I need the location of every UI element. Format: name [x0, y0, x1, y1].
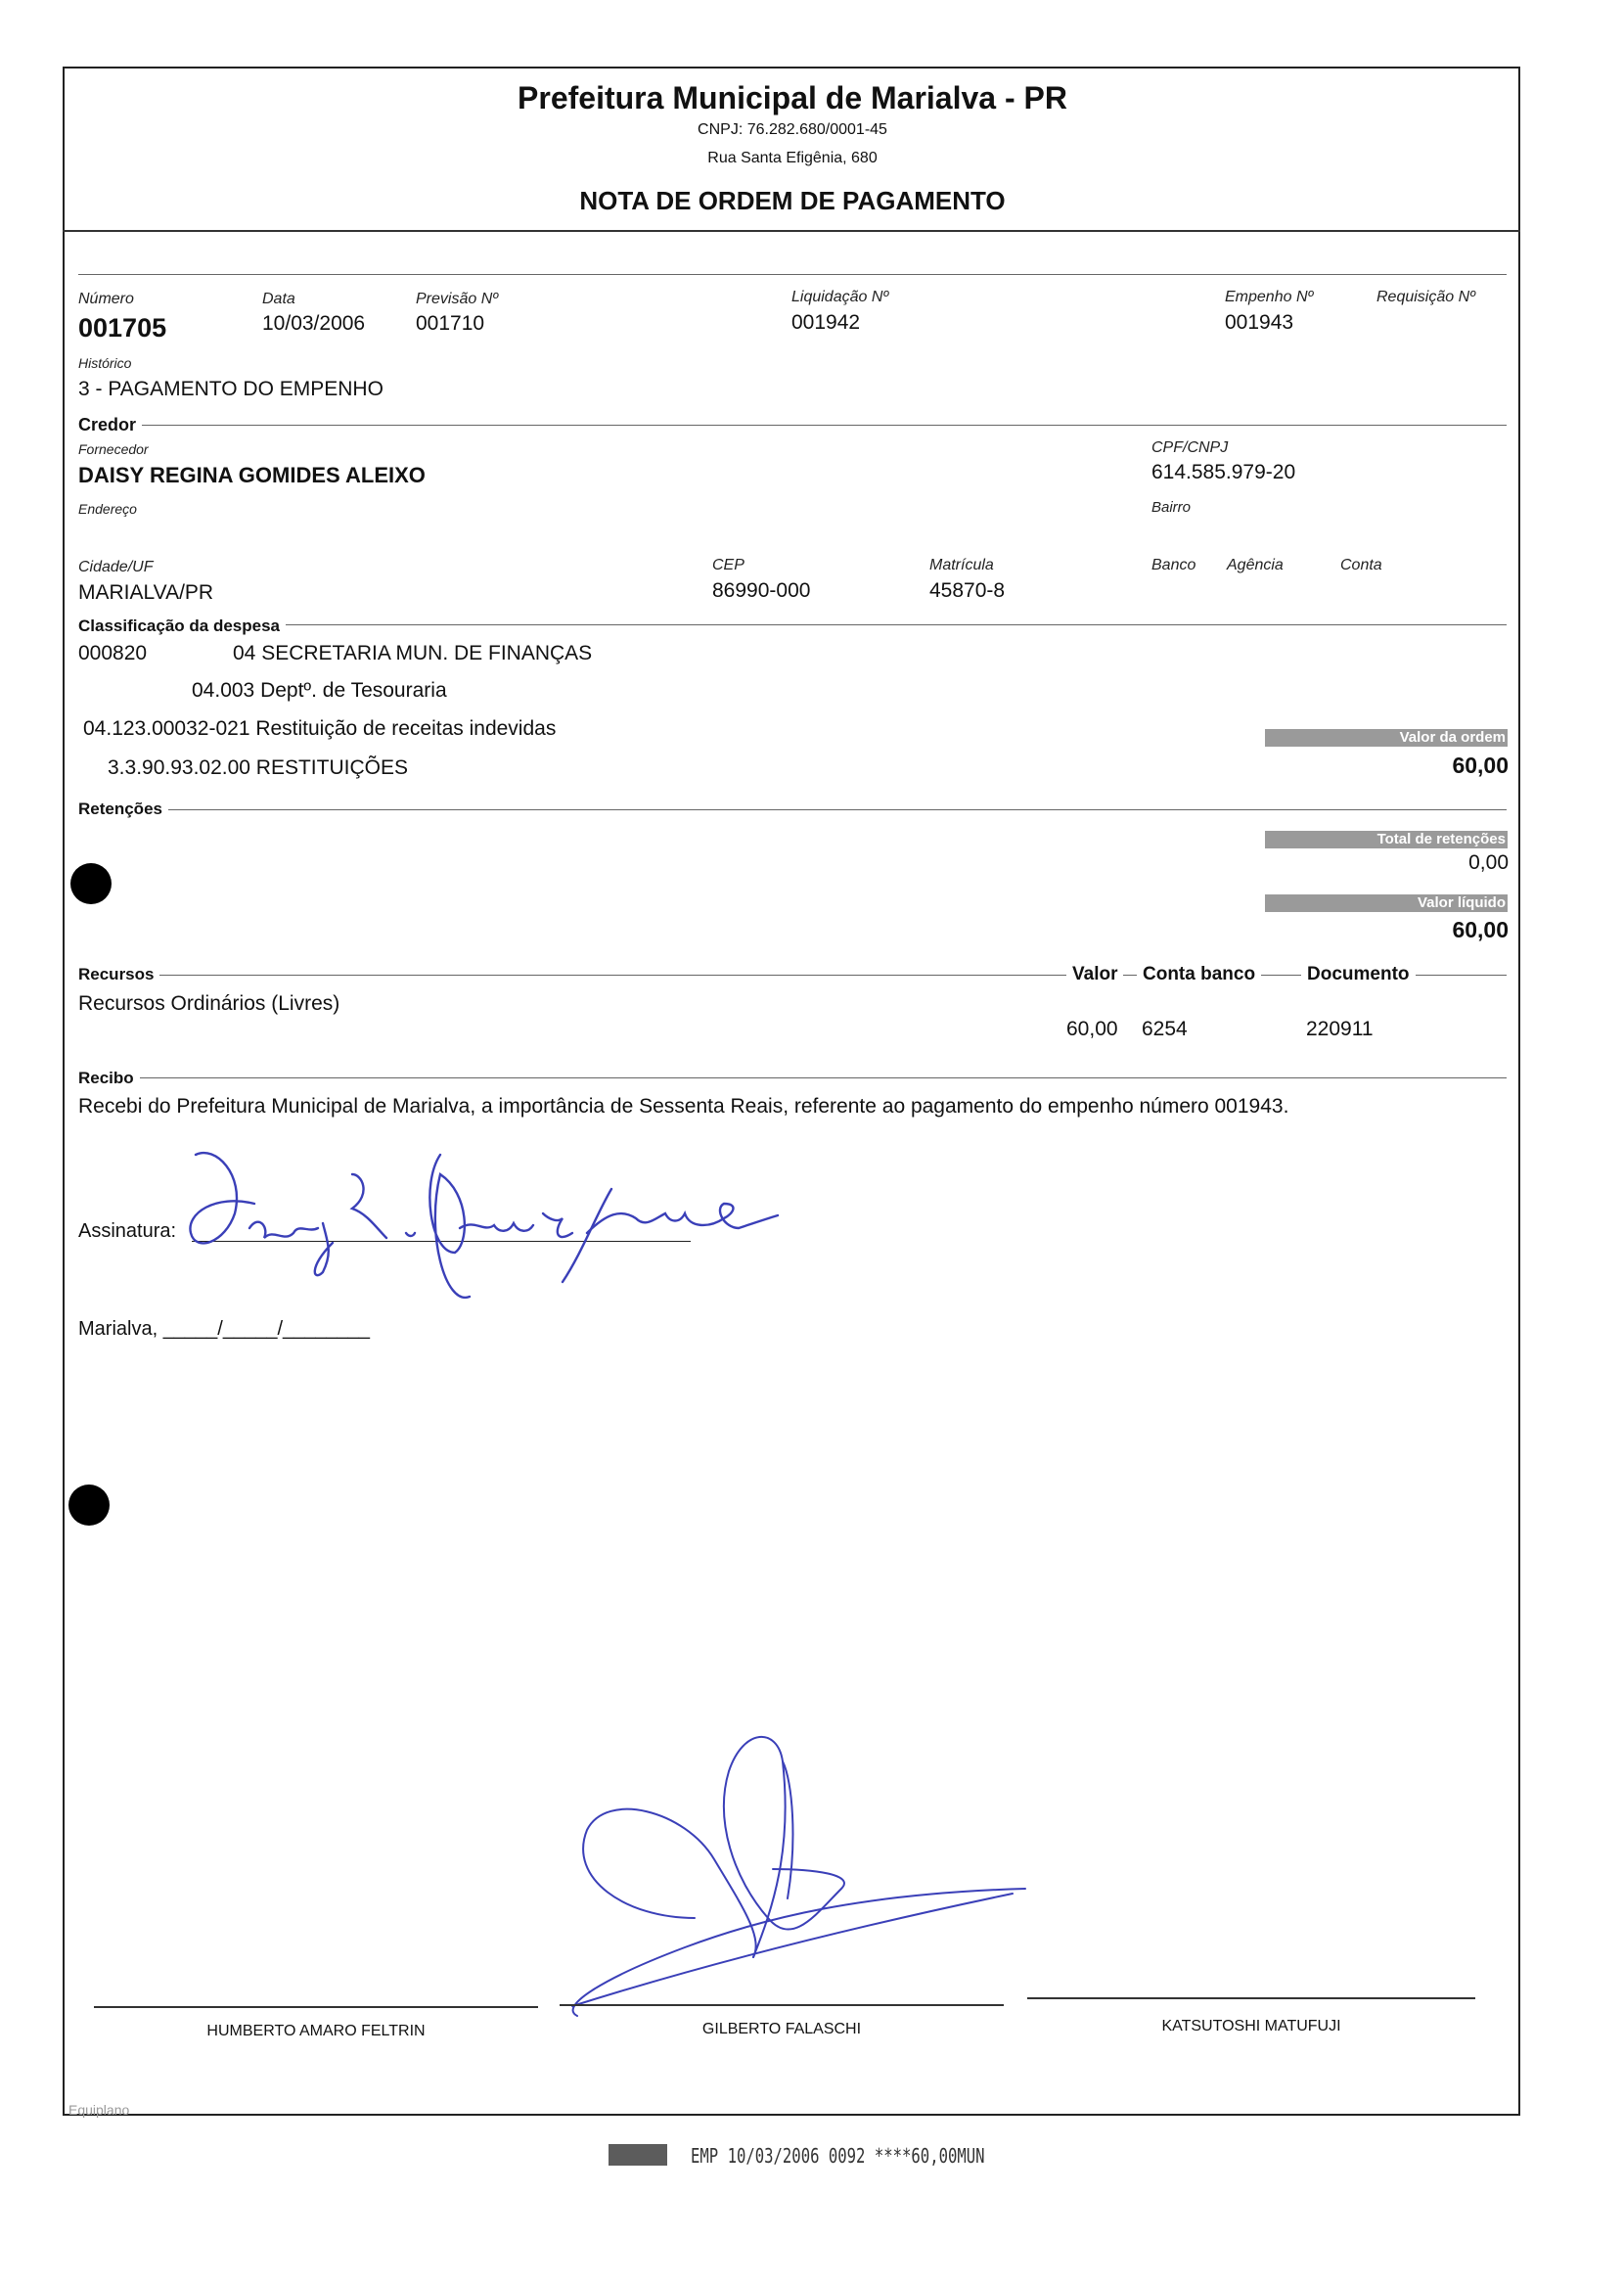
credor-rule: [78, 425, 1507, 426]
empenho-label: Empenho Nº: [1225, 289, 1314, 305]
matricula-label: Matrícula: [929, 557, 994, 573]
equiplano-brand: Equiplano: [68, 2102, 130, 2118]
cidade-label: Cidade/UF: [78, 559, 154, 575]
class-secretaria: 04 SECRETARIA MUN. DE FINANÇAS: [233, 642, 593, 664]
cpf-value: 614.585.979-20: [1151, 461, 1296, 483]
divider: [78, 274, 1507, 275]
signature-line: [94, 2006, 538, 2008]
classificacao-section-title: Classificação da despesa: [78, 617, 286, 636]
recursos-rule: [78, 975, 1507, 976]
cep-value: 86990-000: [712, 579, 811, 602]
cidade-value: MARIALVA/PR: [78, 581, 214, 604]
previsao-value: 001710: [416, 312, 485, 335]
recursos-conta: 6254: [1142, 1018, 1188, 1040]
recibo-text: Recebi do Prefeitura Municipal de Marialva, a importância de Sessenta Reais, referente ao pagamento do empenho número 001943.: [78, 1095, 1289, 1118]
total-retencoes-header: Total de retenções: [1265, 831, 1508, 848]
previsao-label: Previsão Nº: [416, 291, 499, 307]
recibo-section-title: Recibo: [78, 1069, 140, 1088]
banco-label: Banco: [1151, 557, 1196, 573]
authority-signature: [548, 1722, 1037, 2035]
valor-liquido-value: 60,00: [1452, 917, 1509, 942]
recipient-signature: [176, 1135, 900, 1311]
recursos-valor: 60,00: [1066, 1018, 1118, 1040]
numero-label: Número: [78, 291, 134, 307]
data-label: Data: [262, 291, 295, 307]
historico-label: Histórico: [78, 355, 132, 371]
fornecedor-label: Fornecedor: [78, 441, 149, 457]
punch-hole: [68, 1485, 110, 1526]
credor-section-title: Credor: [78, 415, 142, 435]
header-divider: [63, 230, 1520, 232]
liquidacao-value: 001942: [791, 311, 861, 334]
assinatura-label: Assinatura:: [78, 1220, 177, 1242]
bairro-label: Bairro: [1151, 499, 1192, 516]
classificacao-rule: [78, 624, 1507, 625]
recibo-rule: [78, 1077, 1507, 1078]
agencia-label: Agência: [1227, 557, 1284, 573]
recursos-conta-header: Conta banco: [1137, 964, 1261, 985]
signature-line: [1027, 1997, 1475, 1999]
class-code: 000820: [78, 642, 148, 664]
cnpj-text: CNPJ: 76.282.680/0001-45: [698, 121, 887, 138]
signature-line: [560, 2004, 1004, 2006]
fornecedor-value: DAISY REGINA GOMIDES ALEIXO: [78, 463, 426, 487]
endereco-label: Endereço: [78, 501, 137, 517]
stamp-text: EMP 10/03/2006 0092 ****60,00MUN: [691, 2144, 985, 2168]
document-title: NOTA DE ORDEM DE PAGAMENTO: [579, 186, 1006, 215]
class-programa: 04.123.00032-021 Restituição de receitas indevidas: [83, 717, 557, 740]
numero-value: 001705: [78, 313, 167, 343]
recursos-section-title: Recursos: [78, 965, 159, 984]
local-date: Marialva, _____/_____/________: [78, 1318, 371, 1340]
empenho-value: 001943: [1225, 311, 1294, 334]
data-value: 10/03/2006: [262, 312, 366, 335]
signatory-name: KATSUTOSHI MATUFUJI: [1161, 2018, 1341, 2034]
matricula-value: 45870-8: [929, 579, 1006, 602]
total-retencoes-value: 0,00: [1468, 851, 1509, 874]
recursos-item: Recursos Ordinários (Livres): [78, 992, 340, 1015]
signatory-name: GILBERTO FALASCHI: [701, 2021, 862, 2037]
retencoes-rule: [78, 809, 1507, 810]
recursos-documento: 220911: [1306, 1018, 1374, 1040]
signatory-name: HUMBERTO AMARO FELTRIN: [206, 2023, 426, 2039]
cpf-label: CPF/CNPJ: [1151, 439, 1229, 456]
cep-label: CEP: [712, 557, 744, 573]
historico-value: 3 - PAGAMENTO DO EMPENHO: [78, 378, 383, 400]
stamp-logo: [609, 2144, 667, 2166]
address-text: Rua Santa Efigênia, 680: [707, 150, 878, 166]
conta-label: Conta: [1340, 557, 1382, 573]
liquidacao-label: Liquidação Nº: [791, 289, 889, 305]
requisicao-label: Requisição Nº: [1376, 289, 1475, 305]
page-title: Prefeitura Municipal de Marialva - PR: [518, 80, 1067, 115]
recursos-documento-header: Documento: [1301, 964, 1416, 985]
valor-ordem-value: 60,00: [1452, 753, 1509, 778]
retencoes-section-title: Retenções: [78, 800, 168, 819]
valor-liquido-header: Valor líquido: [1265, 894, 1508, 912]
class-departamento: 04.003 Deptº. de Tesouraria: [192, 679, 447, 702]
valor-ordem-header: Valor da ordem: [1265, 729, 1508, 747]
class-elemento: 3.3.90.93.02.00 RESTITUIÇÕES: [108, 756, 408, 779]
punch-hole: [70, 863, 112, 904]
recursos-valor-header: Valor: [1066, 964, 1123, 985]
